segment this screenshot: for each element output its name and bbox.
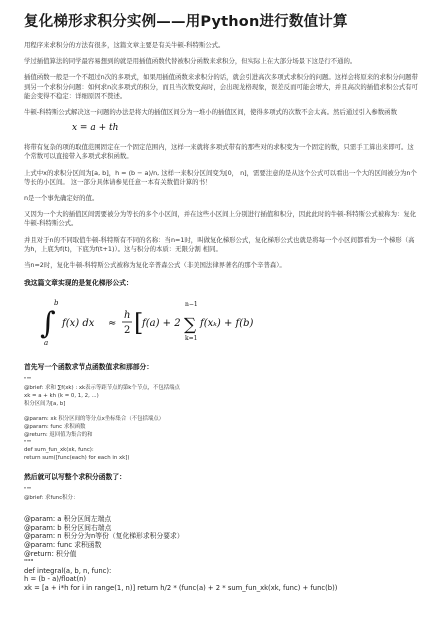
code-line: @brief: 求和 ∑f(xk) : xk表示等距节点的第k个节点，不包括端点	[24, 385, 180, 392]
sum-upper: n−1	[185, 301, 198, 309]
integrand: f(x) dx	[62, 318, 95, 330]
code-block-integral	[24, 507, 420, 593]
code-line: """	[24, 558, 34, 567]
section-label-code2: 然后就可以写整个求积分函数了：	[24, 473, 126, 482]
lower-limit: a	[44, 339, 49, 348]
paragraph: 用程序来求积分的方法有很多，这篇文章主要是有关牛顿-科特斯公式。	[24, 41, 225, 49]
code-block-sum	[24, 377, 420, 463]
section-label-formula: 我这篇文章实现的是复化梯形公式：	[24, 279, 133, 288]
code-line: @param: func 求积函数	[24, 540, 102, 549]
paragraph: n是一个事先确定好的值。	[24, 194, 99, 203]
code-line: return sum([func(each) for each in xk])	[24, 455, 130, 462]
code-line: @param: b 积分区间右端点	[24, 523, 112, 532]
code-line: """	[24, 439, 32, 446]
code-line: @brief: 求func积分：	[24, 494, 79, 501]
code-line: @param: n 积分分为n等份（复化梯形求积分要求）	[24, 532, 184, 541]
page-title: 复化梯形求积分实例——用Python进行数值计算	[24, 14, 348, 30]
paragraph: 将带有复杂的项的取值范围固定在一个固定范围内，这样一来就将多项式带有的那些对的求积变为一个固定的数，只需手工算出来即可。这个常数可以直接带入多项式求积函数。	[24, 143, 414, 161]
code-line: xk = [a + i*h for i in range(1, n)] return h/2 * (func(a) + 2 * sum_fun_xk(xk, func) + func(b))	[24, 583, 338, 592]
paragraph: 又因为一个大的插值区间需要被分为等长的多个小区间，并在这些小区间上分别进行插值和积分，因此此时的牛顿-科特斯公式被称为：复化牛顿-科特斯公式。	[24, 210, 417, 228]
formula-body: f(a) + 2	[142, 318, 181, 330]
trapezoid-formula-svg	[34, 293, 254, 351]
sigma-sign: ∑	[184, 315, 197, 336]
paragraph: 当n=2时，复化牛顿-科特斯公式被称为复化辛普森公式（非美国法律界著名的那个辛普森）。	[24, 261, 286, 270]
code-line: @param: a 积分区间左端点	[24, 515, 112, 524]
paragraph: 插值函数一般是一个不超过n次的多项式，如果用插值函数来求积分的话，就会引进高次多项式求积分的问题。这样会将原来的求积分问题带到另一个求积分问题：如何求n次多项式的积分，而且当次数变高时，会出现龙格现象，误差反而可能会增大，并且高次的插值求积公式有可能会变得不稳定：详细原因不赘述。	[24, 73, 418, 100]
trapezoid-formula	[34, 293, 420, 351]
integral-sign: ∫	[40, 306, 56, 342]
sum-lower: k=1	[185, 335, 198, 343]
paragraph: 并且对于n的不同取值牛顿-科特斯有不同的名称：当n=1时，叫做复化梯形公式，复化梯形公式也就是将每一个小区间都看为一个梯形（高为h，上底为f(t)，下底为f(t+1)）。这与积分的本质：无限分割 相同。	[24, 235, 415, 253]
code-line: """	[24, 377, 32, 384]
paragraph: 上式中x的求积分区间为[a, b]，h = (b − a)/n, 这样一来积分区间变为[0， n]，需要注意的是从这个公式可以看出一个大的区间被分为n个等长的小区间。 这一部分具体请参见任意一本有关数值计算的书！	[24, 168, 417, 186]
code-line: @return: 积分值	[24, 549, 77, 558]
approx-sign: ≈	[108, 318, 117, 330]
code-line: @param: func 求积函数	[24, 424, 86, 431]
code-line: h = (b - a)/float(n)	[24, 575, 87, 584]
code-line: def integral(a, b, n, func):	[24, 566, 112, 575]
left-bracket: [	[134, 309, 144, 338]
article	[24, 10, 420, 593]
paragraph: 学过插值算法的同学最容易想到的就是用插值函数代替被积分函数来求积分，但实际上在大部分场景下这是行不通的。	[24, 57, 357, 66]
code-line: def sum_fun_xk(xk, func):	[24, 447, 94, 454]
code-line	[24, 507, 420, 516]
code-line: @param: xk 积分区间的等分点x坐标集合（不包括端点）	[24, 416, 165, 423]
upper-limit: b	[54, 299, 59, 308]
section-label-code1: 首先写一个函数求节点函数值求和那部分：	[24, 363, 154, 372]
code-line: """	[24, 487, 32, 494]
paragraph: 牛顿-科特斯公式解决这一问题的办法是将大的插值区间分为一堆小的插值区间，使得多项式的次数不会太高。然后通过引入参数函数	[24, 108, 397, 117]
fraction-denominator: 2	[124, 325, 131, 337]
formula-parameter: x = a + th	[72, 123, 119, 134]
formula-terms: f(xₖ) + f(b)	[200, 318, 254, 330]
code-line: xk = a + kh (k = 0, 1, 2, ...)	[24, 392, 99, 399]
fraction-numerator: h	[124, 310, 131, 322]
code-line: 积分区间为[a, b]	[24, 400, 66, 407]
code-line: @return: 返回值为集合的和	[24, 431, 93, 438]
code-block-header	[24, 487, 420, 503]
